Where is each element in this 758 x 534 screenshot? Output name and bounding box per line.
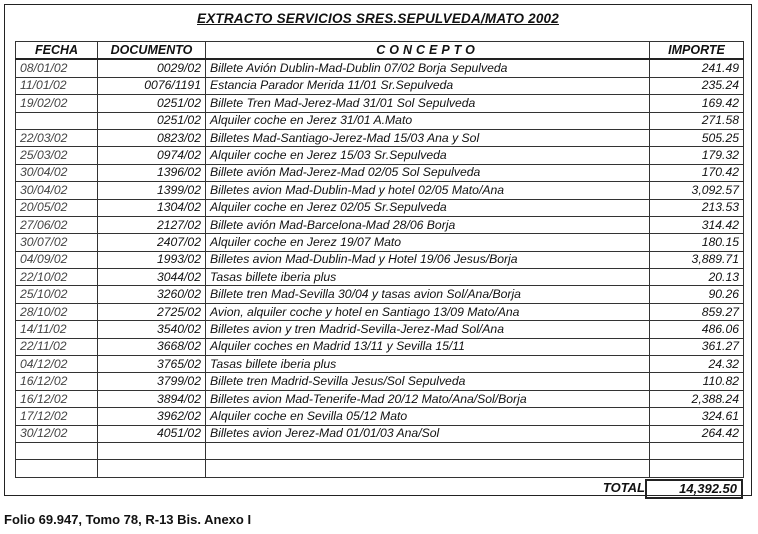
cell-documento: 3799/02 bbox=[98, 373, 206, 390]
table-row bbox=[16, 77, 744, 94]
cell-documento: 1304/02 bbox=[98, 199, 206, 216]
table-row bbox=[16, 182, 744, 199]
table-row bbox=[16, 216, 744, 233]
services-table bbox=[15, 41, 744, 478]
cell-importe: 324.61 bbox=[650, 408, 744, 425]
cell-fecha: 22/03/02 bbox=[16, 129, 98, 146]
cell-importe: 179.32 bbox=[650, 147, 744, 164]
table-row bbox=[16, 251, 744, 268]
cell-fecha: 30/12/02 bbox=[16, 425, 98, 442]
cell-importe: 213.53 bbox=[650, 199, 744, 216]
cell-concepto: Billetes avion Mad-Tenerife-Mad 20/12 Mato/Ana/Sol/Borja bbox=[206, 390, 650, 407]
total-row bbox=[15, 479, 743, 497]
cell-concepto: Billete avión Mad-Jerez-Mad 02/05 Sol Sepulveda bbox=[206, 164, 650, 181]
cell-importe: 486.06 bbox=[650, 321, 744, 338]
cell-importe: 314.42 bbox=[650, 216, 744, 233]
cell-documento: 1399/02 bbox=[98, 182, 206, 199]
cell-fecha: 30/04/02 bbox=[16, 164, 98, 181]
cell-documento: 3260/02 bbox=[98, 286, 206, 303]
table-row bbox=[16, 321, 744, 338]
cell-importe: 3,092.57 bbox=[650, 182, 744, 199]
table-row bbox=[16, 199, 744, 216]
cell-documento: 0974/02 bbox=[98, 147, 206, 164]
cell-fecha: 27/06/02 bbox=[16, 216, 98, 233]
cell-documento bbox=[98, 460, 206, 477]
cell-documento: 2127/02 bbox=[98, 216, 206, 233]
cell-fecha: 14/11/02 bbox=[16, 321, 98, 338]
document-title: EXTRACTO SERVICIOS SRES.SEPULVEDA/MATO 2002 bbox=[197, 11, 559, 26]
cell-documento: 3894/02 bbox=[98, 390, 206, 407]
cell-concepto: Alquiler coche en Sevilla 05/12 Mato bbox=[206, 408, 650, 425]
cell-importe: 264.42 bbox=[650, 425, 744, 442]
table-row bbox=[16, 338, 744, 355]
cell-importe: 505.25 bbox=[650, 129, 744, 146]
table-row bbox=[16, 390, 744, 407]
cell-documento: 3765/02 bbox=[98, 356, 206, 373]
cell-importe: 3,889.71 bbox=[650, 251, 744, 268]
cell-concepto: Billetes avion Mad-Dublin-Mad y hotel 02/05 Mato/Ana bbox=[206, 182, 650, 199]
cell-documento: 0823/02 bbox=[98, 129, 206, 146]
cell-fecha: 30/07/02 bbox=[16, 234, 98, 251]
table-row bbox=[16, 408, 744, 425]
cell-concepto: Billetes avion y tren Madrid-Sevilla-Jerez-Mad Sol/Ana bbox=[206, 321, 650, 338]
table-row bbox=[16, 59, 744, 77]
cell-importe: 271.58 bbox=[650, 112, 744, 129]
scanned-document bbox=[4, 4, 752, 496]
cell-documento: 3962/02 bbox=[98, 408, 206, 425]
cell-concepto: Billetes avion Jerez-Mad 01/01/03 Ana/Sol bbox=[206, 425, 650, 442]
table-row bbox=[16, 269, 744, 286]
cell-importe: 24.32 bbox=[650, 356, 744, 373]
table-row bbox=[16, 164, 744, 181]
cell-concepto: Billete avión Mad-Barcelona-Mad 28/06 Borja bbox=[206, 216, 650, 233]
cell-fecha: 20/05/02 bbox=[16, 199, 98, 216]
cell-importe: 20.13 bbox=[650, 269, 744, 286]
cell-importe: 2,388.24 bbox=[650, 390, 744, 407]
cell-fecha: 28/10/02 bbox=[16, 303, 98, 320]
cell-documento: 2725/02 bbox=[98, 303, 206, 320]
cell-concepto: Alquiler coche en Jerez 19/07 Mato bbox=[206, 234, 650, 251]
cell-concepto: Alquiler coche en Jerez 15/03 Sr.Sepulveda bbox=[206, 147, 650, 164]
cell-fecha bbox=[16, 460, 98, 477]
cell-documento: 0076/1191 bbox=[98, 77, 206, 94]
cell-importe bbox=[650, 460, 744, 477]
cell-fecha: 04/12/02 bbox=[16, 356, 98, 373]
cell-importe: 235.24 bbox=[650, 77, 744, 94]
cell-documento: 2407/02 bbox=[98, 234, 206, 251]
cell-concepto: Billetes Mad-Santiago-Jerez-Mad 15/03 Ana y Sol bbox=[206, 129, 650, 146]
table-row bbox=[16, 442, 744, 459]
cell-concepto: Alquiler coche en Jerez 02/05 Sr.Sepulveda bbox=[206, 199, 650, 216]
table-row bbox=[16, 147, 744, 164]
cell-concepto: Billetes avion Mad-Dublin-Mad y Hotel 19/06 Jesus/Borja bbox=[206, 251, 650, 268]
cell-concepto: Alquiler coches en Madrid 13/11 y Sevilla 15/11 bbox=[206, 338, 650, 355]
header-importe: IMPORTE bbox=[650, 42, 744, 60]
cell-importe: 90.26 bbox=[650, 286, 744, 303]
cell-concepto: Billete tren Mad-Sevilla 30/04 y tasas avion Sol/Ana/Borja bbox=[206, 286, 650, 303]
table-row bbox=[16, 373, 744, 390]
cell-importe: 859.27 bbox=[650, 303, 744, 320]
cell-concepto: Tasas billete iberia plus bbox=[206, 269, 650, 286]
table-header-row bbox=[16, 42, 744, 60]
cell-concepto: Tasas billete iberia plus bbox=[206, 356, 650, 373]
folio-caption: Folio 69.947, Tomo 78, R-13 Bis. Anexo I bbox=[4, 512, 252, 527]
cell-importe: 361.27 bbox=[650, 338, 744, 355]
cell-fecha: 30/04/02 bbox=[16, 182, 98, 199]
table-row bbox=[16, 286, 744, 303]
table-row bbox=[16, 129, 744, 146]
cell-documento: 0251/02 bbox=[98, 112, 206, 129]
cell-fecha: 16/12/02 bbox=[16, 390, 98, 407]
cell-documento: 0029/02 bbox=[98, 59, 206, 77]
cell-fecha bbox=[16, 442, 98, 459]
cell-documento: 3668/02 bbox=[98, 338, 206, 355]
header-fecha: FECHA bbox=[16, 42, 98, 60]
table-body bbox=[16, 59, 744, 477]
cell-documento: 3540/02 bbox=[98, 321, 206, 338]
cell-fecha: 11/01/02 bbox=[16, 77, 98, 94]
total-value: 14,392.50 bbox=[645, 479, 743, 499]
cell-documento: 4051/02 bbox=[98, 425, 206, 442]
cell-importe: 241.49 bbox=[650, 59, 744, 77]
cell-concepto: Alquiler coche en Jerez 31/01 A.Mato bbox=[206, 112, 650, 129]
cell-concepto bbox=[206, 460, 650, 477]
table-row bbox=[16, 112, 744, 129]
cell-importe: 170.42 bbox=[650, 164, 744, 181]
cell-concepto: Billete Avión Dublin-Mad-Dublin 07/02 Borja Sepulveda bbox=[206, 59, 650, 77]
cell-importe: 169.42 bbox=[650, 95, 744, 112]
cell-fecha bbox=[16, 112, 98, 129]
cell-importe: 180.15 bbox=[650, 234, 744, 251]
cell-concepto: Estancia Parador Merida 11/01 Sr.Sepulveda bbox=[206, 77, 650, 94]
table-row bbox=[16, 234, 744, 251]
cell-fecha: 22/11/02 bbox=[16, 338, 98, 355]
cell-fecha: 22/10/02 bbox=[16, 269, 98, 286]
cell-concepto: Billete tren Madrid-Sevilla Jesus/Sol Sepulveda bbox=[206, 373, 650, 390]
cell-concepto bbox=[206, 442, 650, 459]
cell-documento: 1993/02 bbox=[98, 251, 206, 268]
cell-fecha: 08/01/02 bbox=[16, 59, 98, 77]
table-row bbox=[16, 425, 744, 442]
header-concepto: CONCEPTO bbox=[206, 42, 650, 60]
cell-concepto: Billete Tren Mad-Jerez-Mad 31/01 Sol Sepulveda bbox=[206, 95, 650, 112]
cell-fecha: 19/02/02 bbox=[16, 95, 98, 112]
cell-documento: 1396/02 bbox=[98, 164, 206, 181]
cell-documento: 0251/02 bbox=[98, 95, 206, 112]
cell-fecha: 25/03/02 bbox=[16, 147, 98, 164]
table-row bbox=[16, 356, 744, 373]
cell-importe bbox=[650, 442, 744, 459]
cell-fecha: 04/09/02 bbox=[16, 251, 98, 268]
cell-importe: 110.82 bbox=[650, 373, 744, 390]
cell-fecha: 16/12/02 bbox=[16, 373, 98, 390]
cell-concepto: Avion, alquiler coche y hotel en Santiago 13/09 Mato/Ana bbox=[206, 303, 650, 320]
cell-fecha: 25/10/02 bbox=[16, 286, 98, 303]
header-documento: DOCUMENTO bbox=[98, 42, 206, 60]
total-label: TOTAL bbox=[602, 480, 645, 495]
table-row bbox=[16, 95, 744, 112]
table-row bbox=[16, 303, 744, 320]
cell-documento bbox=[98, 442, 206, 459]
table-row bbox=[16, 460, 744, 477]
cell-documento: 3044/02 bbox=[98, 269, 206, 286]
cell-fecha: 17/12/02 bbox=[16, 408, 98, 425]
